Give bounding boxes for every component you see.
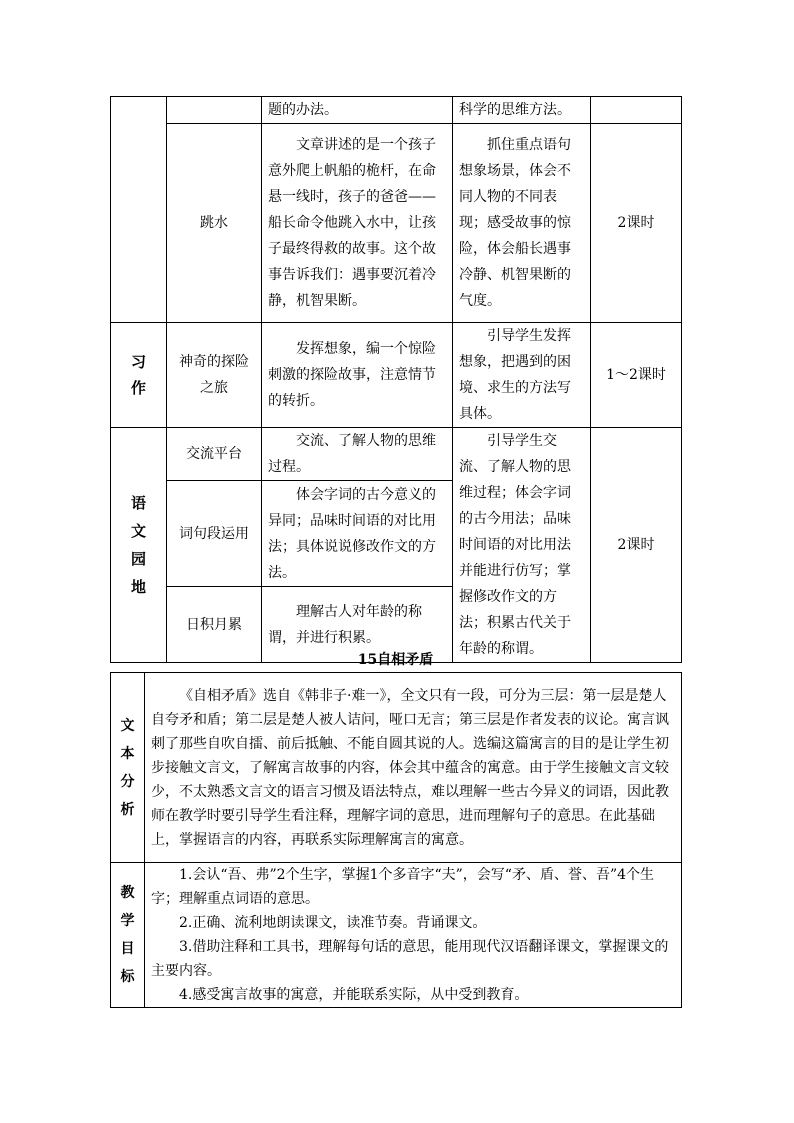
table-row: [111, 428, 682, 481]
table-row: [111, 673, 682, 863]
content-cell: 理解古人对年龄的称谓，并进行积累。: [262, 587, 453, 663]
objectives-cell: [145, 863, 682, 1008]
goal-cell: 引导学生发挥想象，把遇到的困境、求生的方法写具体。: [453, 323, 591, 428]
lesson-plan-table: [110, 672, 682, 1008]
subject-cell: 交流平台: [167, 428, 262, 481]
objective-item: 3.借助注释和工具书，理解每句话的意思，能用现代汉语翻译课文，掌握课文的主要内容。: [151, 939, 669, 979]
analysis-text: 《自相矛盾》选自《韩非子·难一》，全文只有一段，可分为三层：第一层是楚人自夸矛和盾；第二层是楚人被人诘问，哑口无言；第三层是作者发表的议论。寓言讽刺了那些自吹自擂、前后抵触、不能自圆其说的人。选编这篇寓言的目的是让学生初步接触文言文，了解寓言故事的内容，体会其中蕴含的寓意。由于学生接触文言文较少，不太熟悉文言文的语言习惯及语法特点，难以理解一些古今异义的词语，因此教师在教学时要引导学生看注释，理解字词的意思，进而理解句子的意思。在此基础上，掌握语言的内容，再联系实际理解寓言的寓意。: [145, 673, 682, 863]
table-row: [111, 124, 682, 323]
goal-cell: 抓住重点语句想象场景，体会不同人物的不同表现；感受故事的惊险，体会船长遇事冷静、机智果断的气度。: [453, 124, 591, 323]
category-cell: 语文园地: [111, 428, 167, 663]
table-row: [111, 97, 682, 124]
subject-cell-empty: [167, 97, 262, 124]
hours-cell-empty: [591, 97, 682, 124]
goal-cell: 引导学生交流、了解人物的思维过程；体会字词的古今用法；品味时间语的对比用法并能进行仿写；掌握修改作文的方法；积累古代关于年龄的称谓。: [453, 428, 591, 663]
analysis-label: 文本分析: [111, 673, 145, 863]
subject-cell: 日积月累: [167, 587, 262, 663]
objective-item: 2.正确、流利地朗读课文，读准节奏。背诵课文。: [179, 915, 487, 931]
content-cell: 交流、了解人物的思维过程。: [262, 428, 453, 481]
content-cell: 发挥想象，编一个惊险刺激的探险故事，注意情节的转折。: [262, 323, 453, 428]
hours-cell: 1～2课时: [591, 323, 682, 428]
table-row: [111, 863, 682, 1008]
content-cell: 文章讲述的是一个孩子意外爬上帆船的桅杆，在命悬一线时，孩子的爸爸——船长命令他跳入水中，让孩子最终得救的故事。这个故事告诉我们：遇事要沉着冷静，机智果断。: [262, 124, 453, 323]
content-cell: 体会字词的古今意义的异同；品味时间语的对比用法；具体说说修改作文的方法。: [262, 481, 453, 587]
category-cell-empty: [111, 97, 167, 323]
objective-item: 4.感受寓言故事的寓意，并能联系实际，从中受到教育。: [179, 987, 529, 1003]
category-cell: 习作: [111, 323, 167, 428]
objective-item: 1.会认“吾、弗”2个生字，掌握1个多音字“夫”，会写“矛、盾、誉、吾”4个生字；理解重点词语的意思。: [151, 867, 655, 907]
goal-cell: 科学的思维方法。: [453, 97, 591, 124]
subject-cell: 神奇的探险之旅: [167, 323, 262, 428]
hours-cell: 2课时: [591, 428, 682, 663]
objectives-label: 教学目标: [111, 863, 145, 1008]
hours-cell: 2课时: [591, 124, 682, 323]
unit-plan-table: [110, 96, 682, 663]
table-row: [111, 323, 682, 428]
subject-cell: 词句段运用: [167, 481, 262, 587]
subject-cell: 跳水: [167, 124, 262, 323]
content-cell: 题的办法。: [262, 97, 453, 124]
lesson-title: 15自相矛盾: [357, 652, 434, 668]
